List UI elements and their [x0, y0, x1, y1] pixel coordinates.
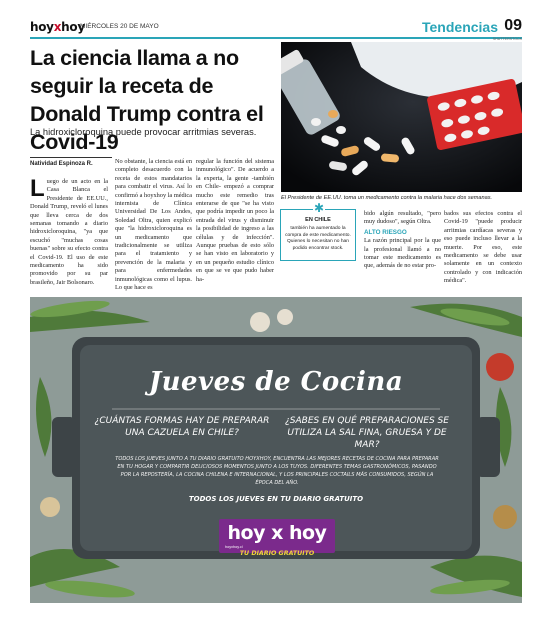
sidebar-box-en-chile [280, 201, 356, 261]
article-subhead: La hidroxicloroquina puede provocar arritmias severas. [30, 127, 257, 137]
ad-body-text: TODOS LOS JUEVES JUNTO A TU DIARIO GRATUITO HOYXHOY, ENCUENTRA LAS MEJORES RECETAS DE COCINA PARA PREPARAR EN TU HOGAR Y COMPARTIR DELICIOSOS MOMENTOS JUNTO A LOS TUYOS. DIFERENTES TEMAS GASTRONÓMICOS, PASANDO POR LA REPOSTERÍA, LA COCINA CHILENA E INTERNACIONAL, Y LOS PRINCIPALES COCTAILS MÁS CONSUMIDOS, SEGÚN LA ÉPOCA DEL AÑO. [115, 456, 439, 486]
ad-logo-url: hoyxhoy.cl [225, 545, 243, 549]
ad-logo-tagline: TU DIARIO GRATUITO [239, 550, 315, 557]
advertisement-jueves-de-cocina [30, 297, 522, 603]
photo-credit: SHUTTERSTOCK [492, 37, 522, 41]
article-column-4 [364, 210, 441, 271]
ad-question-2: ¿SABES EN QUÉ PREPARACIONES SE UTILIZA LA SAL FINA, GRUESA Y DE MAR? [285, 416, 449, 450]
column-4-text-1: bido algún resultado, "pero muy dudoso", según Oltra. [364, 210, 441, 226]
article-column-2: No obstante, la ciencia está en completo desacuerdo con la receta de estos mandatarios para combatir el virus. Así lo confirmó a hoyxhoy la médica internista de Clínica Universidad De Los Andes, Soledad Oltra, quien explicó que "la hidroxicloroquina es un medicamento que tradicionalmente se utiliza para el tratamiento y prevención de la malaria y para enfermedades inmunológicas como el lupus. Lo que hace es [115, 158, 192, 292]
article-photo-pills [281, 42, 522, 192]
ad-title: Jueves de Cocina [148, 367, 404, 397]
ad-call-to-action: TODOS LOS JUEVES EN TU DIARIO GRATUITO [188, 495, 364, 503]
hoyxhoy-logo: hoyxhoy [30, 20, 85, 34]
ad-question-1: ¿CUÁNTAS FORMAS HAY DE PREPARAR UNA CAZUELA EN CHILE? [94, 416, 270, 438]
section-subtitle: ALTO RIESGO [364, 228, 407, 236]
dropcap: L [30, 175, 45, 202]
article-byline: Natividad Espinoza R. [30, 157, 112, 167]
box-title: EN CHILE [305, 217, 331, 223]
box-text: también ha aumentado la compra de este medicamento. Quienes lo necesitan no han podido encontrar stock. [285, 226, 351, 251]
page-header [30, 18, 522, 38]
issue-date: MIÉRCOLES 20 DE MAYO [80, 23, 159, 30]
ad-hoyxhoy-logo [219, 519, 335, 553]
article-column-3: regular la función del sistema inmunológico". De acuerdo a la experta, la gente -también en Chile- empezó a comprar mucho este remedio tras enterarse de que "se ha visto que podría impedir un poco la entrada del virus y disminuir la posibilidad de ingreso a las células y de infección". Aunque pruebas de esto sólo se han visto en laboratorio y en un pequeño estudio clínico en que se ve que pudo haber ha- [196, 158, 274, 283]
column-4-text-2: La razón principal por la que la profesional llamó a no tomar este medicamento es que, además de no estar pro- [364, 237, 441, 270]
article-column-5: bados sus efectos contra el Covid-19 "puede producir arritmias cardíacas severas y eso puede incluso llevar a la muerte. Por eso, este medicamento se debe usar solamente en un contexto controlado y con indicación médica". [444, 210, 522, 285]
article-column-1 [30, 175, 108, 287]
photo-caption: El Presidente de EE.UU. toma un medicamento contra la malaria hace dos semanas. [281, 195, 493, 201]
section-name: Tendencias [422, 19, 498, 35]
pills-illustration [281, 42, 522, 192]
page-number: 09 [504, 17, 522, 34]
header-rule [30, 37, 522, 39]
article-headline: La ciencia llama a no seguir la receta de Donald Trump contra el Covid-19 [30, 46, 264, 154]
column-1-text: uego de un acto en la Casa Blanca el Presidente de EE.UU., Donald Trump, reveló el lunes que lleva cerca de dos semanas tomando a diario hidroxicloroquina, "ya que escuchó "muchas cosas buenas" sobre su efecto contra el Covid-19. El uso de este medicamento ha sido promovido por su par brasileño, Jair Bolsonaro. [30, 178, 108, 286]
ad-logo-text: hoy x hoy [227, 522, 327, 544]
asterisk-icon: ✱ [313, 201, 325, 215]
